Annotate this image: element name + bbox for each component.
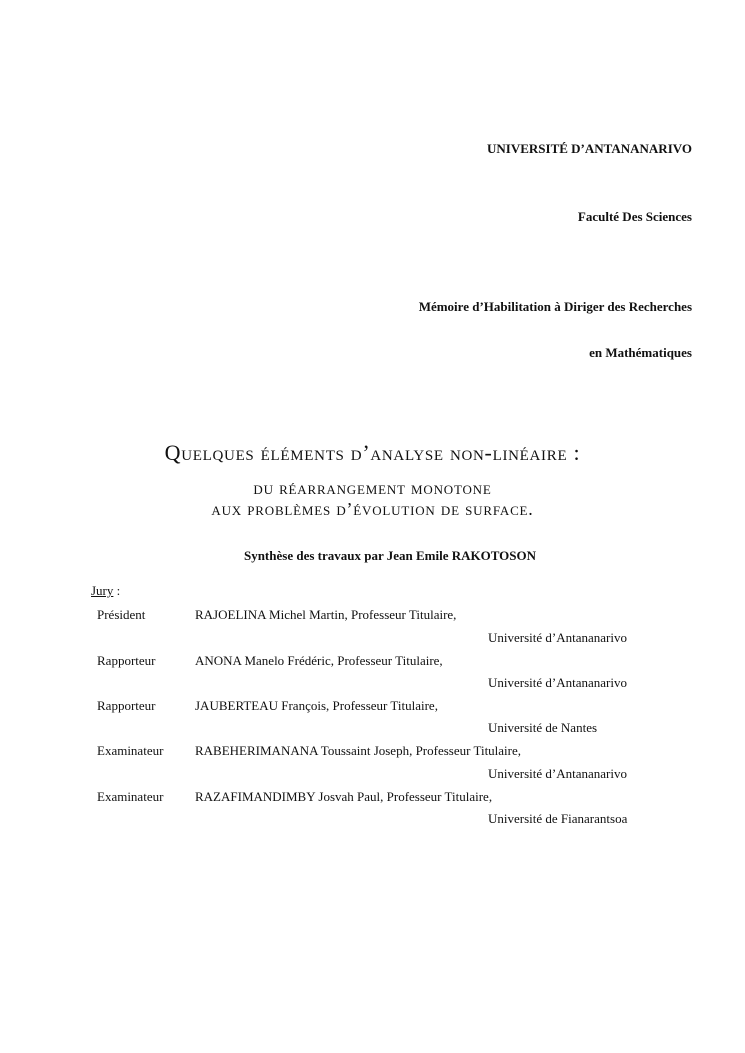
- jury-member-name: JAUBERTEAU François, Professeur Titulaire,: [195, 698, 438, 713]
- jury-role: Rapporteur: [97, 698, 156, 713]
- jury-label-text: Jury: [91, 583, 114, 598]
- discipline: en Mathématiques: [589, 345, 692, 360]
- university-name: UNIVERSITÉ D’ANTANANARIVO: [487, 141, 692, 156]
- jury-member-university: Université d’Antananarivo: [488, 630, 627, 645]
- jury-member-name: RABEHERIMANANA Toussaint Joseph, Professeur Titulaire,: [195, 743, 522, 758]
- jury-role: Examinateur: [97, 789, 164, 804]
- jury-role: Rapporteur: [97, 653, 156, 668]
- jury-member-university: Université d’Antananarivo: [488, 766, 627, 781]
- jury-member-name: RAJOELINA Michel Martin, Professeur Titulaire,: [195, 607, 457, 622]
- title-line-3: aux problèmes d’évolution de surface.: [211, 499, 534, 519]
- jury-member-name: ANONA Manelo Frédéric, Professeur Titulaire,: [195, 653, 443, 668]
- jury-member-university: Université d’Antananarivo: [488, 675, 627, 690]
- jury-member-university: Université de Fianarantsoa: [488, 811, 628, 826]
- jury-label: [91, 583, 120, 599]
- jury-member-university: Université de Nantes: [488, 720, 598, 735]
- jury-role: Président: [97, 607, 146, 622]
- jury-member-name: RAZAFIMANDIMBY Josvah Paul, Professeur Titulaire,: [195, 789, 493, 804]
- faculty-name: Faculté Des Sciences: [577, 209, 692, 224]
- synthese-author: Synthèse des travaux par Jean Emile RAKOTOSON: [243, 548, 537, 563]
- memoire-type: Mémoire d’Habilitation à Diriger des Recherches: [418, 299, 692, 314]
- title-line-1: Quelques éléments d’analyse non-linéaire :: [164, 440, 581, 465]
- title-line-2: du réarrangement monotone: [253, 478, 492, 498]
- jury-label-colon: :: [113, 583, 121, 598]
- jury-role: Examinateur: [97, 743, 164, 758]
